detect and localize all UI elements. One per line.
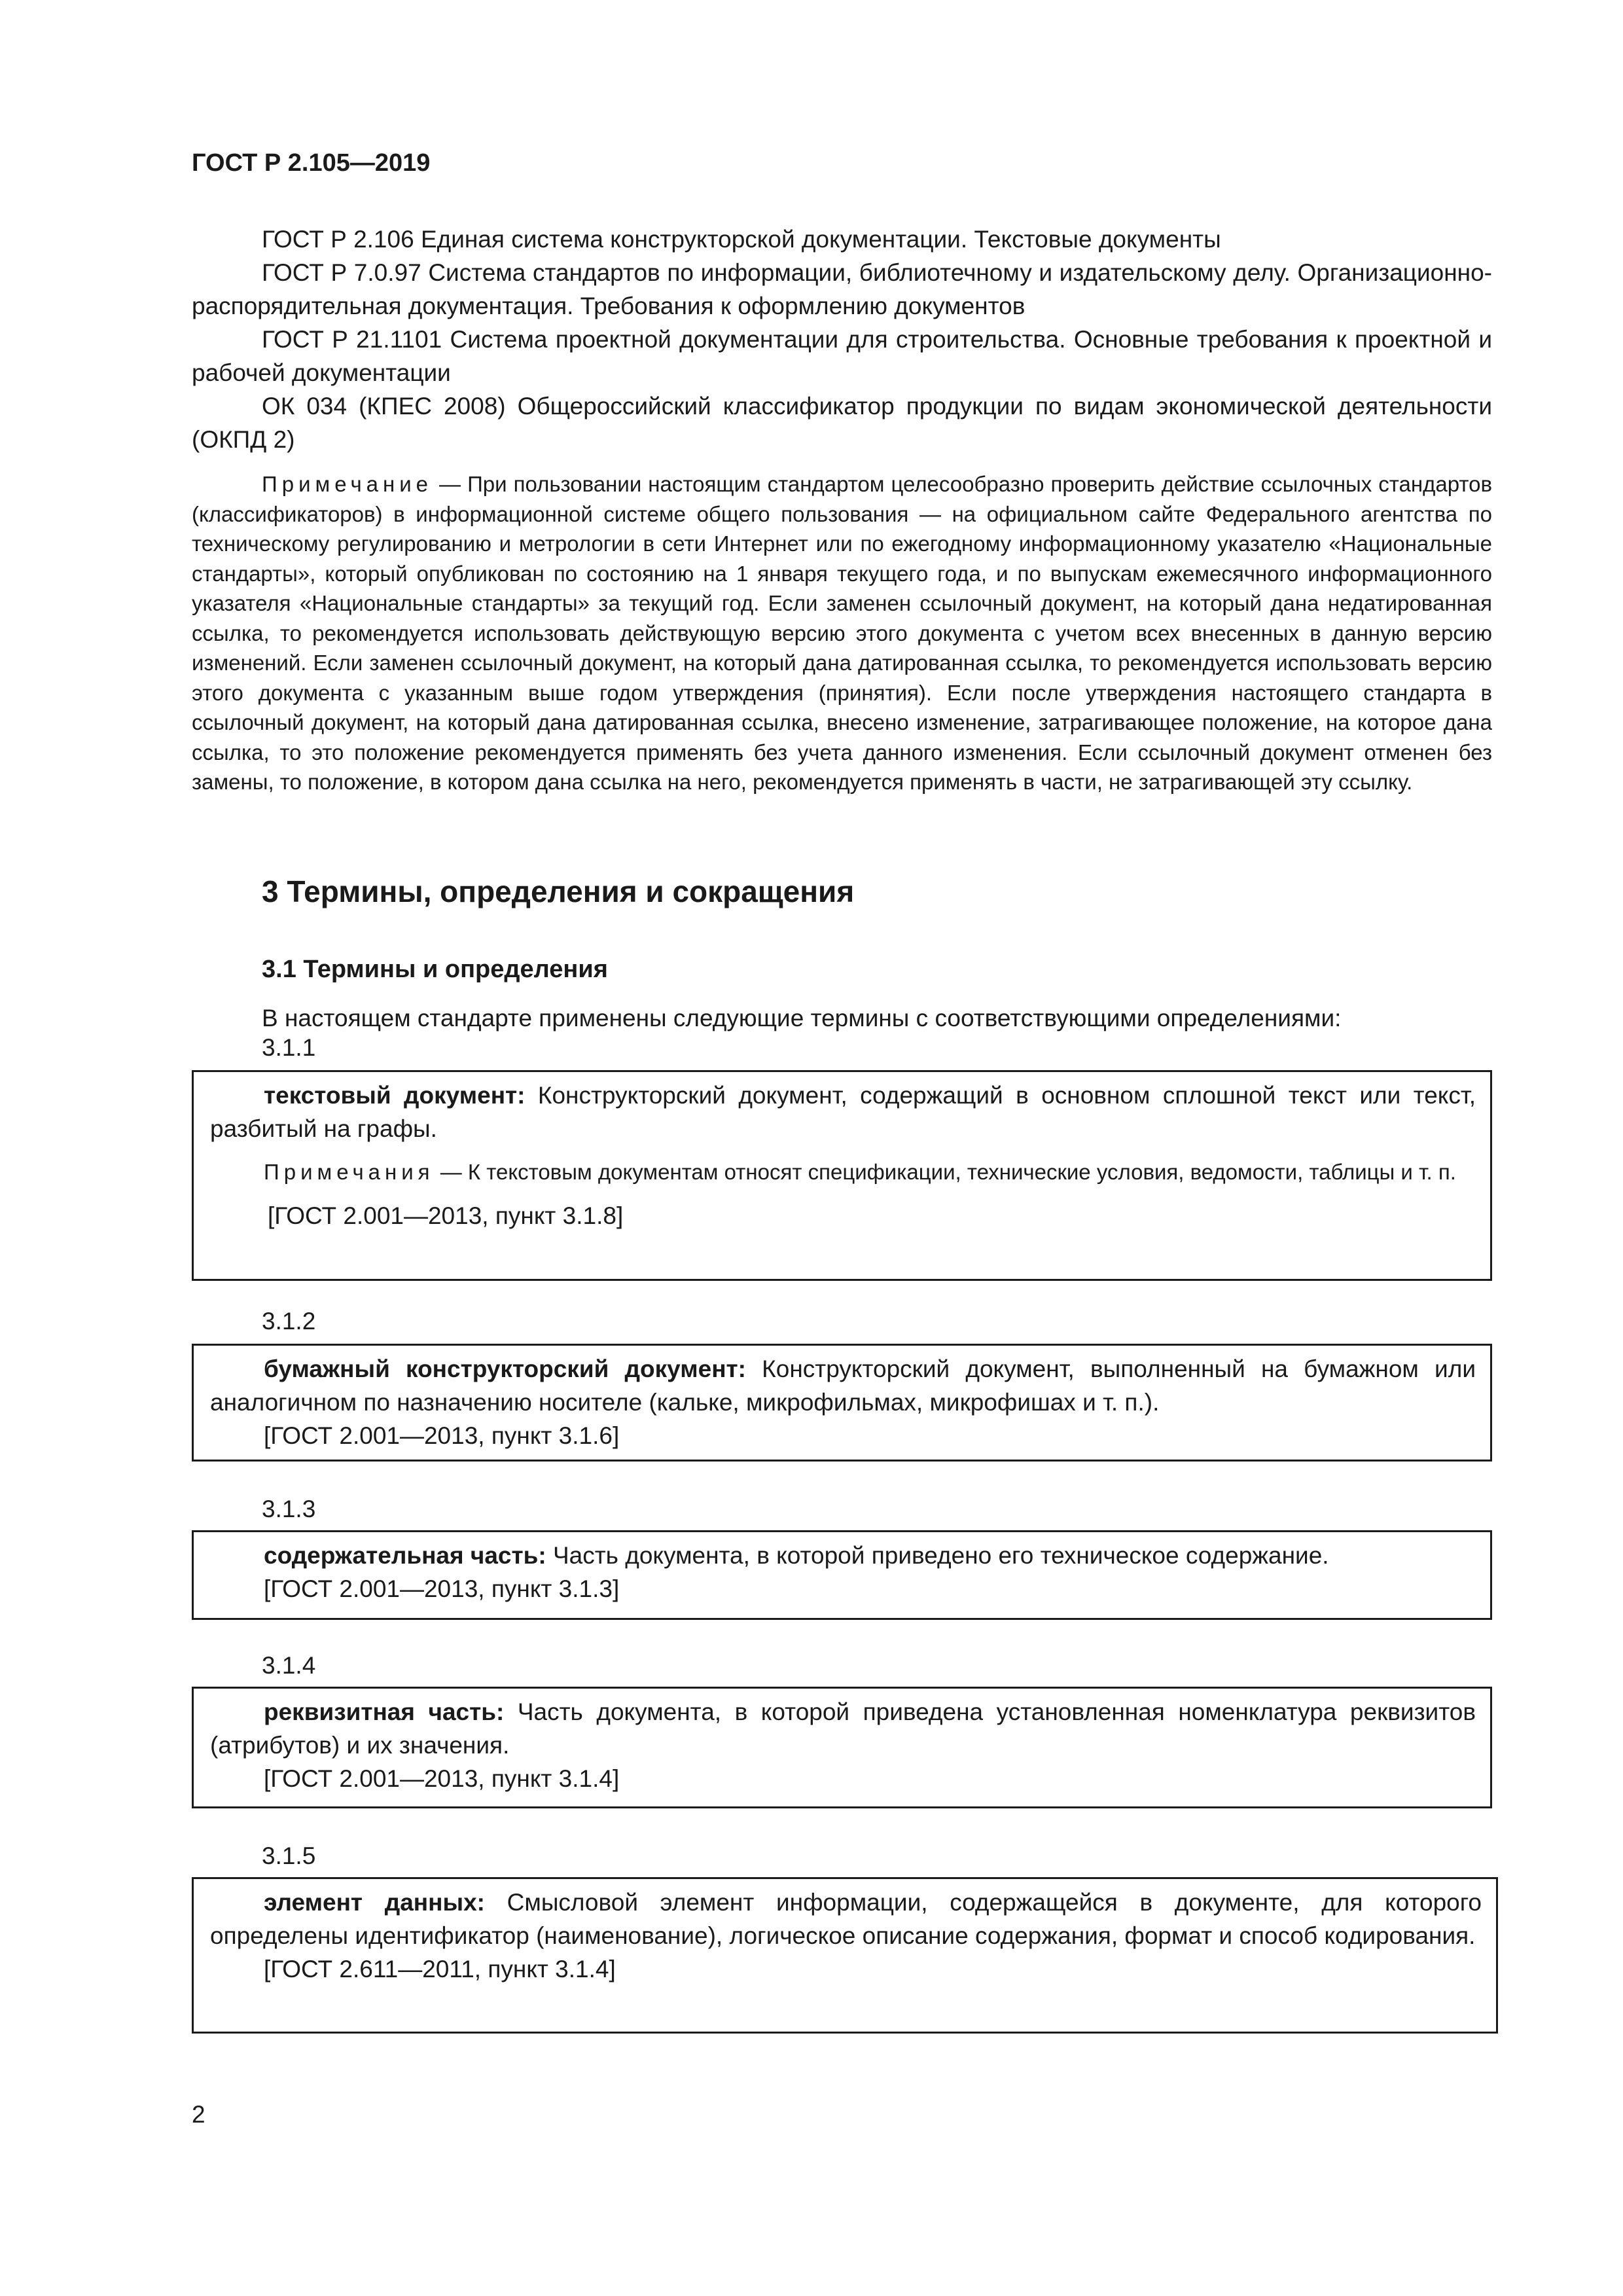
- page-number: 2: [192, 2101, 205, 2128]
- reference-item: ГОСТ Р 7.0.97 Система стандартов по информации, библиотечному и издательскому делу. Организационно-распорядительная документация. Требования к оформлению документов: [192, 259, 1492, 319]
- reference-item: ГОСТ Р 21.1101 Система проектной документации для строительства. Основные требования к проектной и рабочей документации: [192, 326, 1492, 386]
- subsection-title: 3.1 Термины и определения: [262, 956, 608, 983]
- term-definition: Конструкторский документ, содержащий в основном сплошной текст или текст, разбитый на графы.: [210, 1082, 1476, 1142]
- reference-item: ГОСТ Р 2.106 Единая система конструкторской документации. Текстовые документы: [262, 226, 1221, 253]
- term-definition: Смысловой элемент информации, содержащейся в документе, для которого определены идентификатор (наименование), логическое описание содержания, формат и способ кодирования.: [210, 1889, 1482, 1949]
- term-box: [192, 1344, 1492, 1462]
- document-header: ГОСТ Р 2.105—2019: [192, 149, 431, 177]
- term-source: [ГОСТ 2.001—2013, пункт 3.1.4]: [264, 1765, 620, 1792]
- section-title: 3 Термины, определения и сокращения: [262, 874, 855, 908]
- term-box: [192, 1070, 1492, 1281]
- term-number: 3.1.1: [262, 1034, 316, 1061]
- term-definition: Конструкторский документ, выполненный на бумажном или аналогичном по назначению носителе (кальке, микрофильмах, микрофишах и т. п.).: [210, 1355, 1476, 1416]
- reference-item: ОК 034 (КПЕС 2008) Общероссийский классификатор продукции по видам экономической деятельности (ОКПД 2): [192, 393, 1492, 453]
- term-number: 3.1.3: [262, 1496, 316, 1522]
- references-note: [192, 469, 1492, 797]
- term-name: реквизитная часть:: [264, 1698, 505, 1725]
- term-source: [ГОСТ 2.001—2013, пункт 3.1.8]: [268, 1202, 624, 1229]
- term-source: [ГОСТ 2.001—2013, пункт 3.1.3]: [264, 1575, 620, 1602]
- section-intro: В настоящем стандарте применены следующие термины с соответствующими определениями:: [262, 1005, 1342, 1031]
- term-name: текстовый документ:: [264, 1082, 526, 1109]
- term-box: [192, 1530, 1492, 1620]
- term-definition: Часть документа, в которой приведено его техническое содержание.: [546, 1542, 1329, 1569]
- note-text: — При пользовании настоящим стандартом целесообразно проверить действие ссылочных стандартов (классификаторов) в информационной системе общего пользования — на официальном сайте Федерального агентства по техническому регулированию и метрологии в сети Интернет или по ежегодному информационному указателю «Национальные стандарты», который опубликован по состоянию на 1 января текущего года, и по выпускам ежемесячного информационного указателя «Национальные стандарты» за текущий год. Если заменен ссылочный документ, на который дана недатированная ссылка, то рекомендуется использовать действующую версию этого документа с учетом всех внесенных в данную версию изменений. Если заменен ссылочный документ, на который дана датированная ссылка, то рекомендуется использовать версию этого документа с указанным выше годом утверждения (принятия). Если после утверждения настоящего стандарта в ссылочный документ, на который дана датированная ссылка, внесено изменение, затрагивающее положение, на которое дана ссылка, то это положение рекомендуется применять без учета данного изменения. Если ссылочный документ отменен без замены, то положение, в котором дана ссылка на него, рекомендуется применять в части, не затрагивающей эту ссылку.: [192, 472, 1492, 794]
- normative-references: [192, 223, 1492, 456]
- note-label: Примечание: [262, 472, 433, 496]
- term-number: 3.1.5: [262, 1842, 316, 1869]
- term-box: [192, 1877, 1498, 2034]
- term-name: бумажный конструкторский документ:: [264, 1355, 746, 1382]
- term-source: [ГОСТ 2.001—2013, пункт 3.1.6]: [264, 1422, 620, 1449]
- term-note-label: Примечания: [264, 1160, 435, 1184]
- term-name: содержательная часть:: [264, 1542, 546, 1569]
- term-number: 3.1.4: [262, 1652, 316, 1679]
- term-number: 3.1.2: [262, 1308, 316, 1335]
- term-name: элемент данных:: [264, 1889, 485, 1916]
- term-box: [192, 1687, 1492, 1808]
- term-note-text: — К текстовым документам относят спецификации, технические условия, ведомости, таблицы и т. п.: [434, 1160, 1456, 1184]
- term-source: [ГОСТ 2.611—2011, пункт 3.1.4]: [264, 1956, 616, 1982]
- term-definition: Часть документа, в которой приведена установленная номенклатура реквизитов (атрибутов) и их значения.: [210, 1698, 1476, 1759]
